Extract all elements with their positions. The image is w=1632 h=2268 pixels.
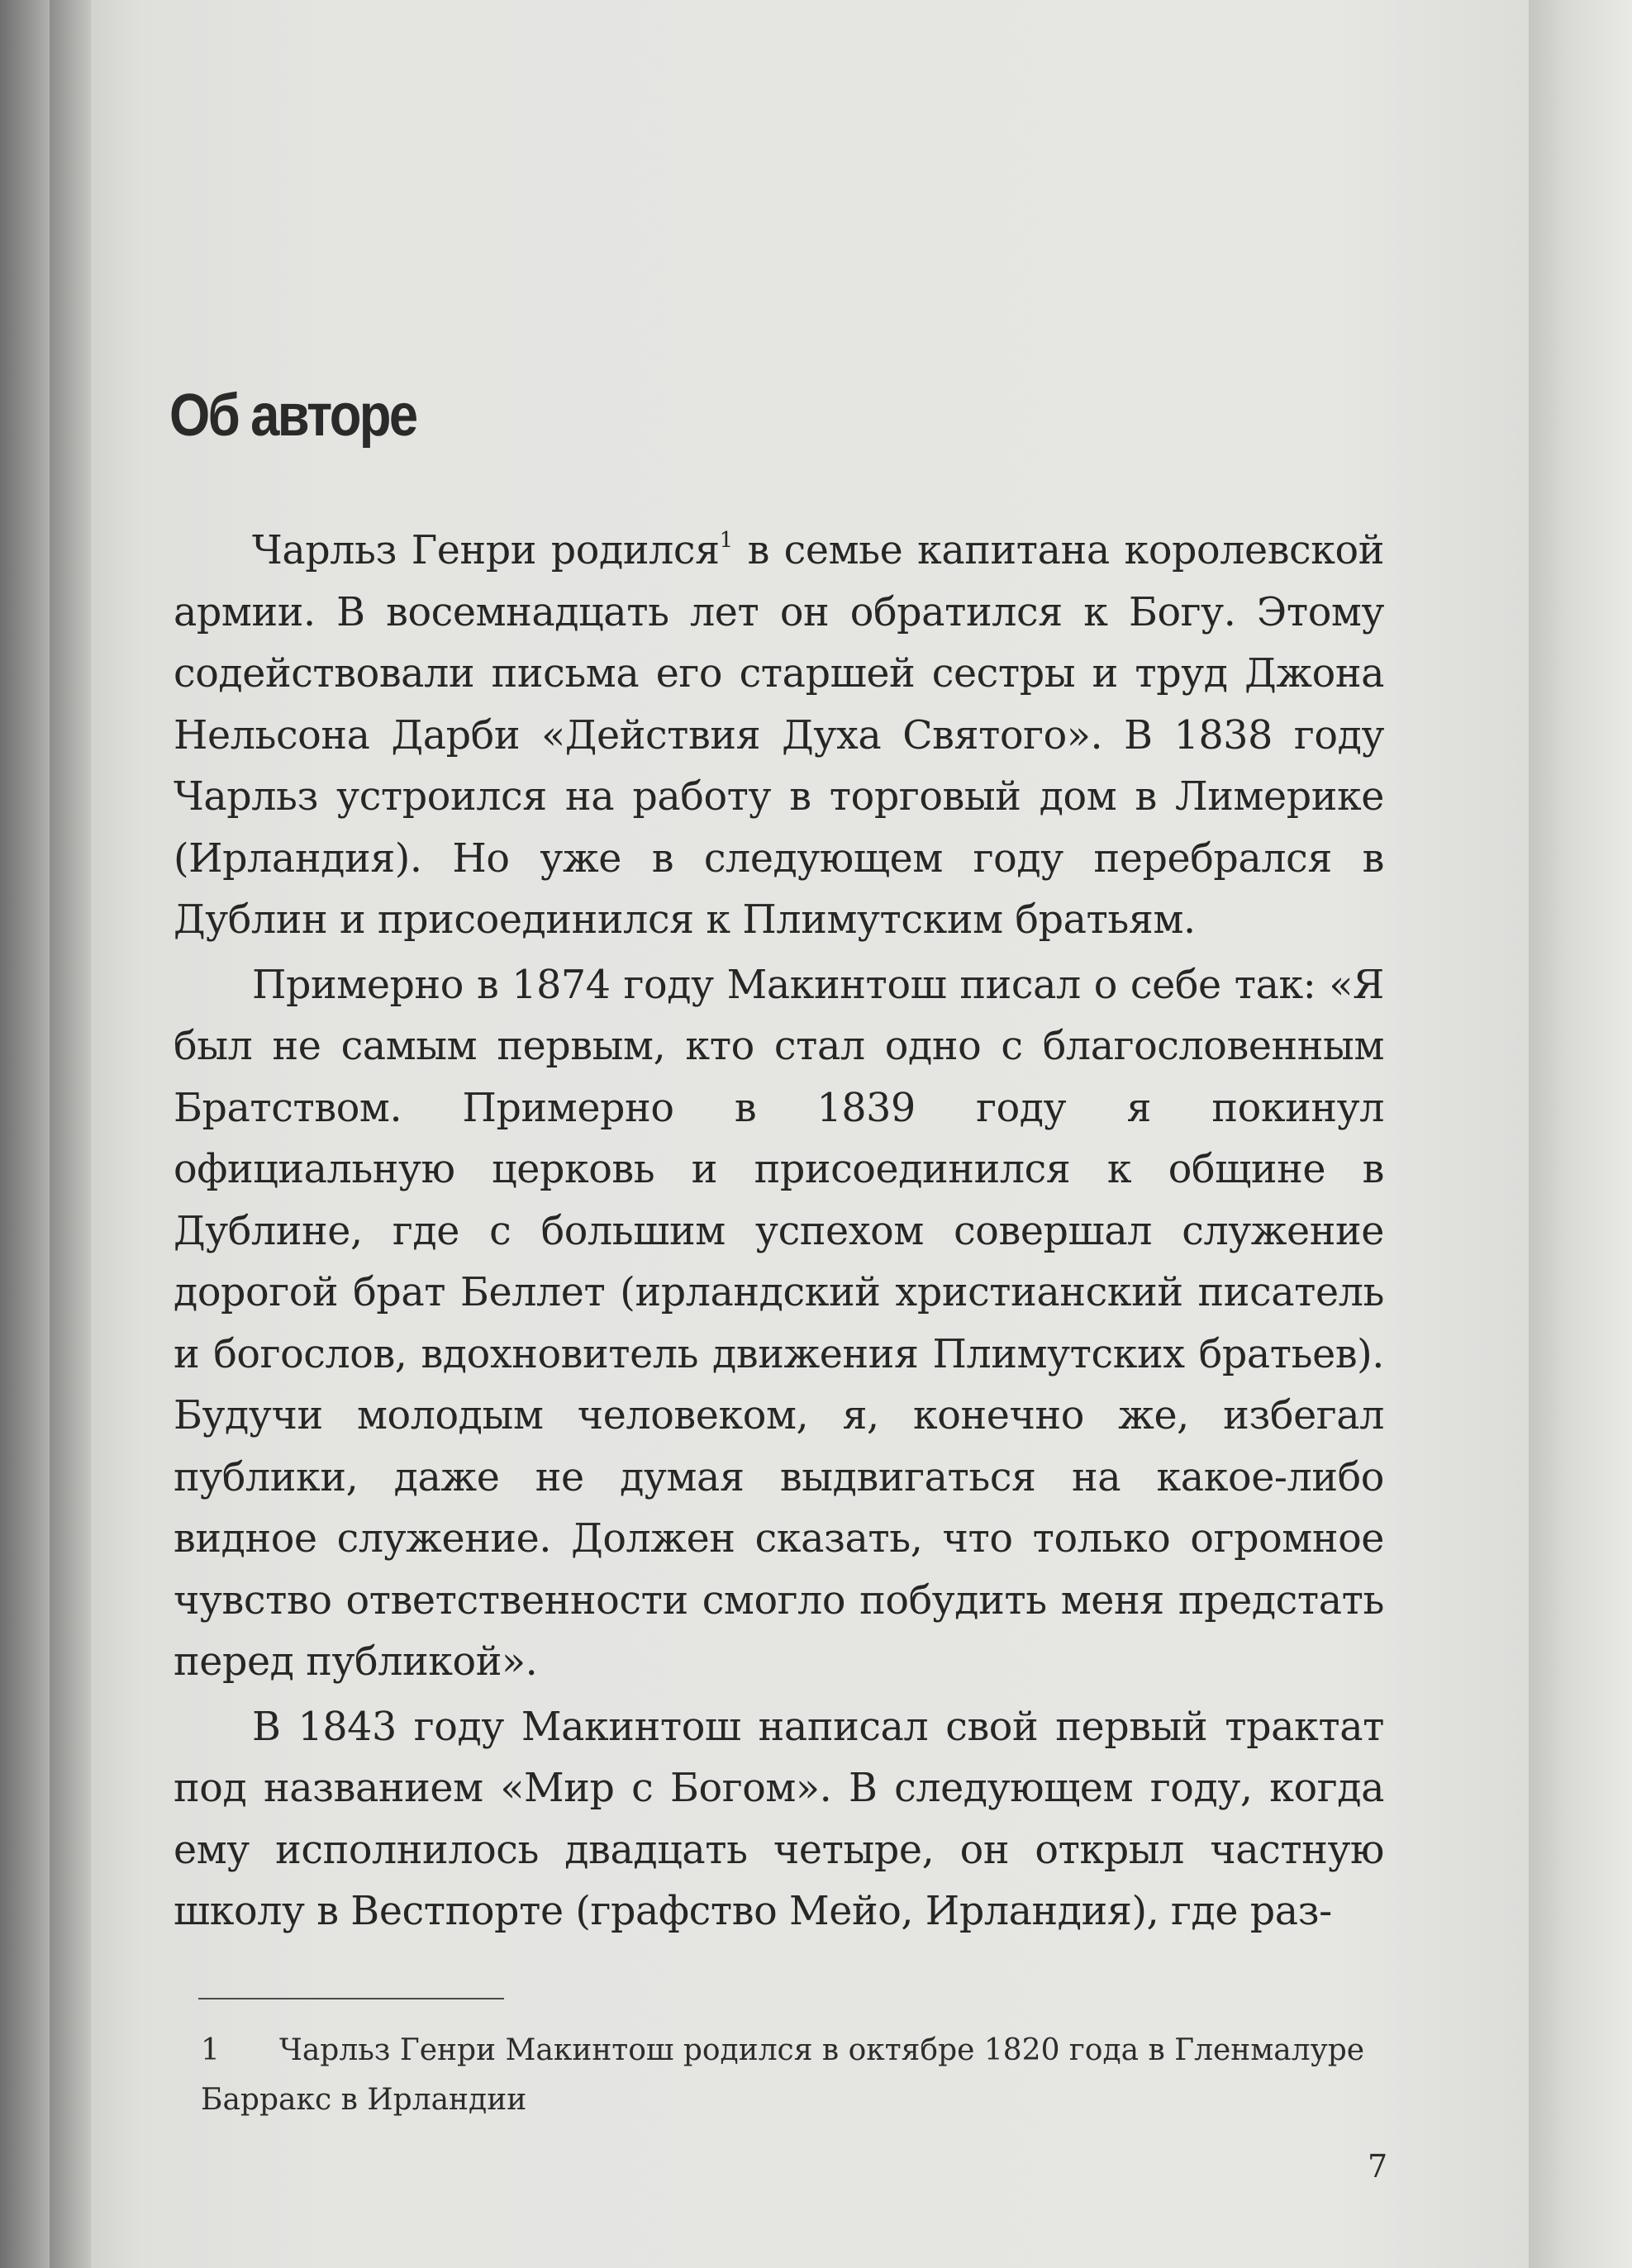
paragraph: В 1843 году Макинтош написал свой первый трактат под названием «Мир с Богом». В следующем году, когда ему исполнилось двадцать четыре, он открыл частную школу в Вестпорте (графство Мейо, Ирландия), где раз-	[174, 1704, 1384, 1934]
page-heading: Об авторе	[169, 383, 416, 449]
paragraph: Примерно в 1874 году Макинтош писал о себе так: «Я был не самым первым, кто стал одно с благословенным Братством. Примерно в 1839 году я покинул официальную церковь и присоединился к общине в Дублине, где с большим успехом совершал служение дорогой брат Беллет (ирландский христианский писатель и богослов, вдохновитель движения Плимутских братьев). Будучи молодым человеком, я, конечно же, избегал публики, даже не думая выдвигаться на какое-либо видное служение. Должен сказать, что только огромное чувство ответственности смогло побудить меня предстать перед публикой».	[174, 962, 1384, 1685]
paragraph-text: в семье капитана королевской армии. В восемнадцать лет он обратился к Богу. Этому содействовали письма его старшей сестры и труд Джона Нельсона Дарби «Действия Духа Святого». В 1838 году Чарльз устроился на работу в торговый дом в Лимерике (Ирландия). Но уже в следующем году перебрался в Дублин и присоединился к Плимутским братьям.	[174, 528, 1384, 943]
page-shadow	[1529, 0, 1632, 2268]
footnote-text: Чарльз Генри Макинтош родился в октябре 1820 года в Гленмалуре Барракс в Ирландии	[201, 2033, 1365, 2117]
paragraph-text: Чарльз Генри родился	[252, 528, 720, 573]
bleed-through-text	[174, 157, 1372, 223]
bleed-through-text	[174, 58, 1372, 124]
body-text	[174, 521, 1384, 1947]
page-number: 7	[1368, 2148, 1388, 2185]
paragraph	[174, 521, 1384, 952]
footnote-reference[interactable]: 1	[719, 528, 733, 553]
footnote-number: 1	[201, 2033, 220, 2067]
footnote-divider	[198, 1998, 504, 1999]
footnote	[201, 2026, 1391, 2125]
